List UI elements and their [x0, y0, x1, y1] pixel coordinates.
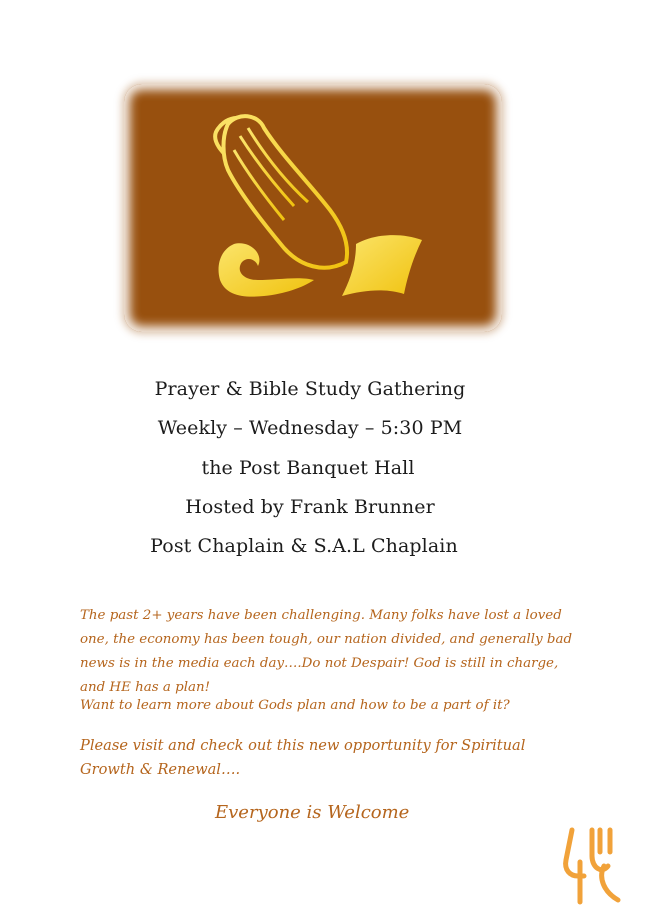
question-paragraph: Want to learn more about Gods plan and how to be a part of it?	[80, 698, 510, 713]
fork-logo-icon	[558, 822, 628, 910]
event-host: Hosted by Frank Brunner	[185, 496, 435, 518]
intro-paragraph: The past 2+ years have been challenging. Many folks have lost a loved one, the economy has been tough, our nation divided, and generally bad news is in the media each day….Do not Despair! God is still in charge, and HE has a plan!	[80, 608, 573, 695]
host-role: Post Chaplain & S.A.L Chaplain	[150, 535, 458, 557]
welcome-message: Everyone is Welcome	[215, 802, 410, 823]
event-schedule: Weekly – Wednesday – 5:30 PM	[157, 417, 463, 439]
event-location: the Post Banquet Hall	[201, 457, 415, 479]
praying-hands-banner	[124, 84, 502, 332]
praying-hands-icon	[124, 84, 502, 332]
event-title: Prayer & Bible Study Gathering	[154, 378, 466, 400]
invitation-paragraph: Please visit and check out this new opportunity for Spiritual Growth & Renewal….	[80, 737, 526, 778]
